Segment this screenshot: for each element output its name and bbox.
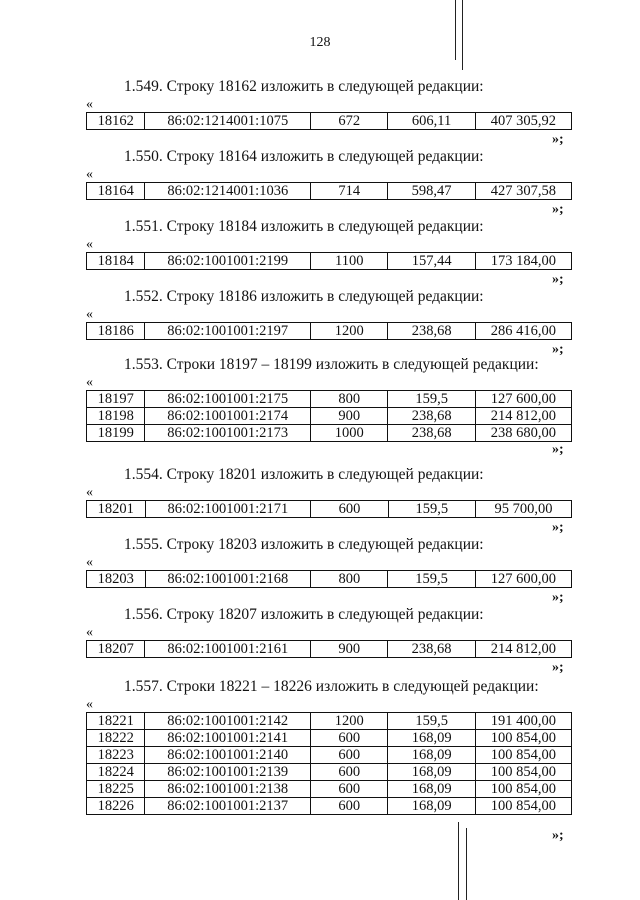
table-row	[87, 781, 572, 798]
table-cell: 86:02:1001001:2142	[145, 713, 311, 730]
table-cell: 238,68	[388, 425, 475, 442]
amendment-table	[86, 640, 572, 658]
table-row	[87, 253, 572, 270]
table-cell: 86:02:1001001:2171	[145, 501, 311, 518]
table-cell: 168,09	[388, 747, 475, 764]
table-cell: 157,44	[388, 253, 475, 270]
table-cell: 600	[311, 764, 388, 781]
table-cell: 900	[311, 641, 388, 658]
table-cell: 86:02:1214001:1036	[145, 183, 311, 200]
amendment-table	[86, 712, 572, 815]
amendment-table	[86, 182, 572, 200]
table-cell: 18199	[87, 425, 145, 442]
amendment-heading: 1.554. Строку 18201 изложить в следующей редакции:	[124, 466, 484, 483]
table-row	[87, 747, 572, 764]
table-cell: 18224	[87, 764, 145, 781]
table-cell: 86:02:1001001:2173	[145, 425, 311, 442]
table-cell: 18222	[87, 730, 145, 747]
table-cell: 238,68	[388, 323, 475, 340]
table-cell: 1000	[311, 425, 388, 442]
open-quote: «	[86, 697, 93, 712]
table-cell: 127 600,00	[475, 391, 571, 408]
table-cell: 1100	[311, 253, 388, 270]
close-quote: »;	[552, 132, 564, 147]
amendment-table	[86, 500, 572, 518]
table-cell: 86:02:1001001:2197	[145, 323, 311, 340]
table-cell: 18221	[87, 713, 145, 730]
amendment-heading: 1.552. Строку 18186 изложить в следующей редакции:	[124, 288, 484, 305]
table-row	[87, 391, 572, 408]
close-quote: »;	[552, 520, 564, 535]
table-cell: 427 307,58	[475, 183, 571, 200]
table-cell: 86:02:1001001:2168	[145, 571, 311, 588]
amendment-heading: 1.553. Строки 18197 – 18199 изложить в следующей редакции:	[124, 356, 539, 373]
close-quote: »;	[552, 590, 564, 605]
table-cell: 672	[311, 113, 388, 130]
table-row	[87, 798, 572, 815]
table-cell: 159,5	[388, 391, 475, 408]
scan-mark	[462, 0, 463, 70]
table-row	[87, 408, 572, 425]
table-row	[87, 113, 572, 130]
table-row	[87, 323, 572, 340]
table-row	[87, 713, 572, 730]
close-quote: »;	[552, 342, 564, 357]
amendment-table	[86, 252, 572, 270]
amendment-table	[86, 322, 572, 340]
table-row	[87, 730, 572, 747]
table-cell: 168,09	[388, 730, 475, 747]
table-cell: 100 854,00	[475, 747, 571, 764]
table-cell: 159,5	[388, 713, 475, 730]
table-cell: 600	[311, 798, 388, 815]
table-cell: 86:02:1001001:2138	[145, 781, 311, 798]
amendment-heading: 1.549. Строку 18162 изложить в следующей редакции:	[124, 78, 484, 95]
table-cell: 286 416,00	[475, 323, 571, 340]
open-quote: «	[86, 237, 93, 252]
page-number: 128	[309, 35, 331, 50]
amendment-heading: 1.557. Строки 18221 – 18226 изложить в следующей редакции:	[124, 678, 539, 695]
table-cell: 714	[311, 183, 388, 200]
scan-mark	[466, 828, 467, 900]
scan-mark	[458, 822, 459, 900]
table-cell: 100 854,00	[475, 798, 571, 815]
close-quote: »;	[552, 442, 564, 457]
table-cell: 86:02:1001001:2137	[145, 798, 311, 815]
table-cell: 18198	[87, 408, 145, 425]
table-cell: 600	[311, 501, 388, 518]
table-cell: 18164	[87, 183, 145, 200]
table-cell: 86:02:1001001:2175	[145, 391, 311, 408]
table-cell: 800	[311, 391, 388, 408]
table-cell: 100 854,00	[475, 781, 571, 798]
open-quote: «	[86, 485, 93, 500]
table-cell: 95 700,00	[476, 501, 572, 518]
table-cell: 159,5	[388, 501, 475, 518]
table-row	[87, 571, 572, 588]
scan-mark	[455, 0, 456, 60]
table-row	[87, 425, 572, 442]
close-quote: »;	[552, 202, 564, 217]
table-cell: 238,68	[388, 641, 476, 658]
table-cell: 18207	[87, 641, 145, 658]
table-cell: 18184	[87, 253, 145, 270]
table-cell: 18203	[87, 571, 146, 588]
table-cell: 168,09	[388, 798, 475, 815]
table-row	[87, 183, 572, 200]
table-cell: 18223	[87, 747, 145, 764]
table-cell: 86:02:1001001:2161	[145, 641, 311, 658]
amendment-heading: 1.551. Строку 18184 изложить в следующей редакции:	[124, 218, 484, 235]
amendment-heading: 1.550. Строку 18164 изложить в следующей редакции:	[124, 148, 484, 165]
open-quote: «	[86, 167, 93, 182]
table-row	[87, 641, 572, 658]
close-quote: »;	[552, 660, 564, 675]
table-cell: 18197	[87, 391, 145, 408]
amendment-table	[86, 112, 572, 130]
table-cell: 238,68	[388, 408, 475, 425]
amendment-table	[86, 390, 572, 442]
table-cell: 600	[311, 747, 388, 764]
table-cell: 173 184,00	[475, 253, 571, 270]
open-quote: «	[86, 625, 93, 640]
table-cell: 100 854,00	[475, 764, 571, 781]
table-cell: 86:02:1001001:2141	[145, 730, 311, 747]
table-cell: 86:02:1001001:2139	[145, 764, 311, 781]
table-cell: 159,5	[388, 571, 475, 588]
table-cell: 168,09	[388, 764, 475, 781]
table-cell: 86:02:1214001:1075	[145, 113, 311, 130]
table-cell: 168,09	[388, 781, 475, 798]
table-row	[87, 501, 572, 518]
table-cell: 100 854,00	[475, 730, 571, 747]
table-cell: 598,47	[388, 183, 476, 200]
table-cell: 407 305,92	[475, 113, 571, 130]
table-cell: 214 812,00	[475, 641, 571, 658]
table-cell: 800	[311, 571, 388, 588]
open-quote: «	[86, 375, 93, 390]
table-cell: 18162	[87, 113, 145, 130]
table-cell: 86:02:1001001:2174	[145, 408, 311, 425]
open-quote: «	[86, 307, 93, 322]
table-cell: 1200	[311, 323, 388, 340]
table-cell: 600	[311, 781, 388, 798]
table-cell: 18186	[87, 323, 145, 340]
amendment-heading: 1.555. Строку 18203 изложить в следующей редакции:	[124, 536, 484, 553]
table-cell: 1200	[311, 713, 388, 730]
amendment-table	[86, 570, 572, 588]
amendment-heading: 1.556. Строку 18207 изложить в следующей редакции:	[124, 606, 484, 623]
table-cell: 18226	[87, 798, 145, 815]
open-quote: «	[86, 555, 93, 570]
table-cell: 238 680,00	[475, 425, 571, 442]
close-quote: »;	[552, 272, 564, 287]
table-cell: 18225	[87, 781, 145, 798]
table-cell: 86:02:1001001:2199	[145, 253, 311, 270]
table-cell: 606,11	[388, 113, 475, 130]
close-quote: »;	[552, 828, 564, 843]
table-cell: 127 600,00	[475, 571, 571, 588]
table-cell: 18201	[87, 501, 146, 518]
table-cell: 86:02:1001001:2140	[145, 747, 311, 764]
table-cell: 214 812,00	[475, 408, 571, 425]
table-cell: 191 400,00	[475, 713, 571, 730]
table-cell: 600	[311, 730, 388, 747]
open-quote: «	[86, 97, 93, 112]
table-cell: 900	[311, 408, 388, 425]
table-row	[87, 764, 572, 781]
